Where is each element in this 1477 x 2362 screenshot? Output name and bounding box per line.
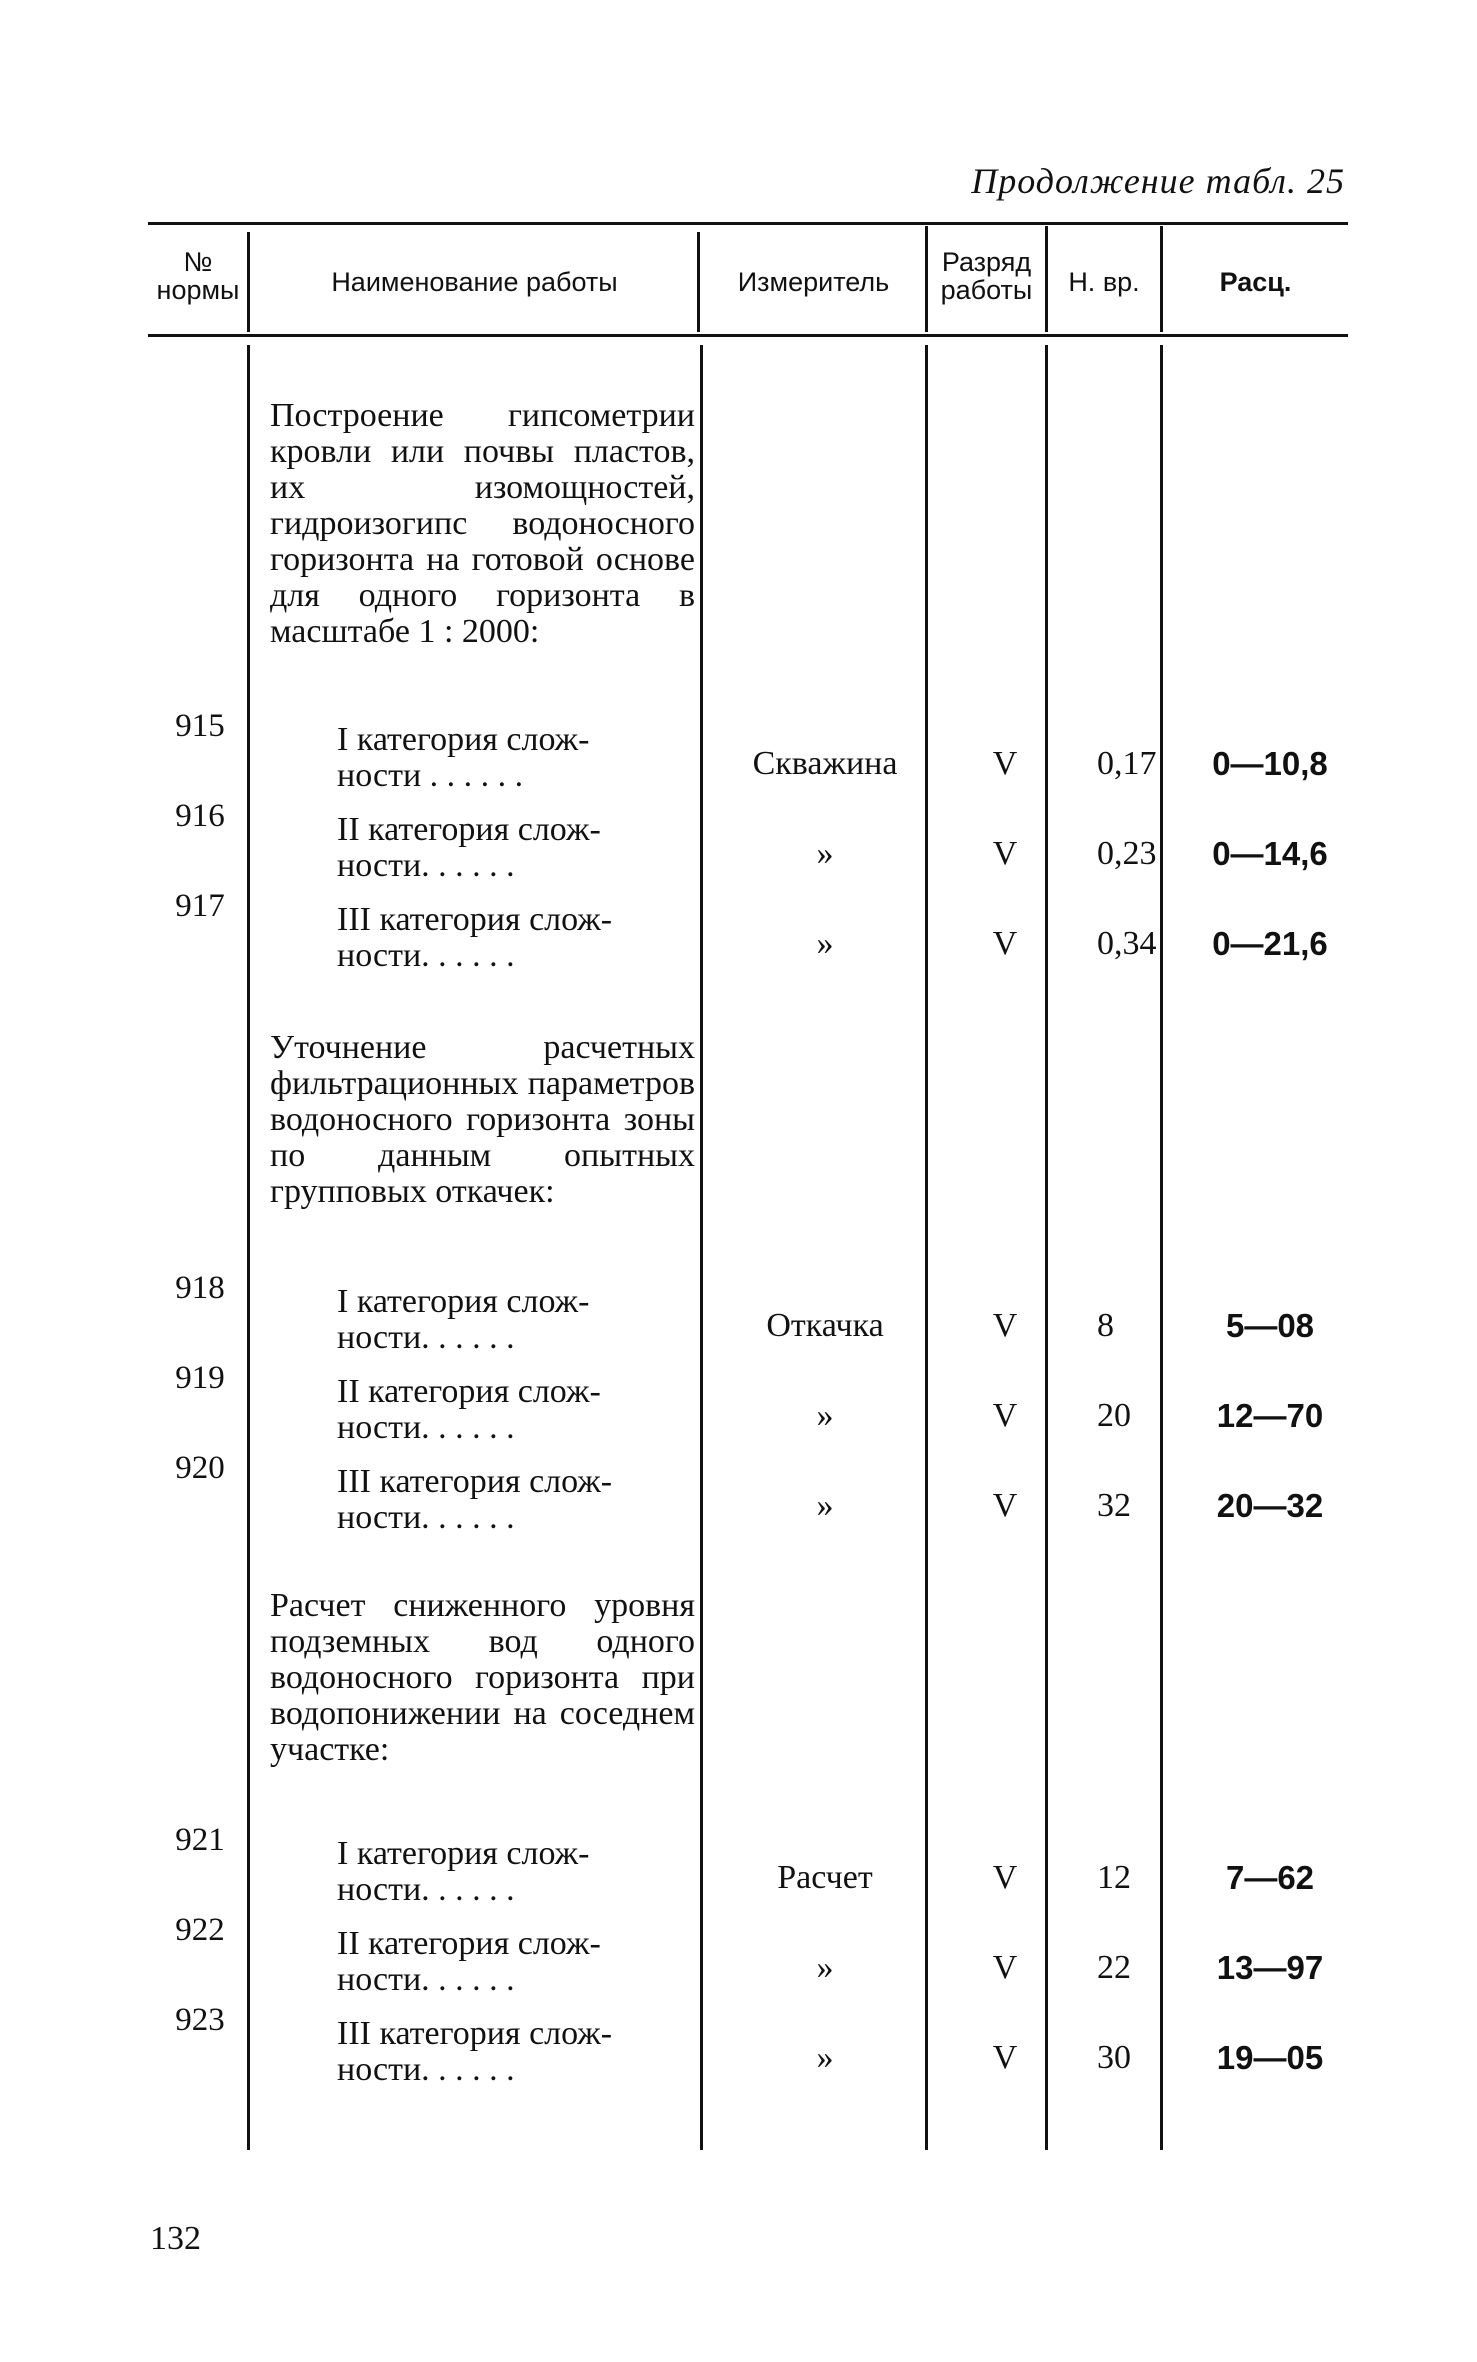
measure-cell: »	[816, 1487, 834, 1524]
rate-cell: 19—05	[1216, 2039, 1324, 2076]
work-item	[337, 902, 695, 974]
work-item-line1: I категория слож-	[337, 1283, 590, 1320]
work-item-line1: II категория слож-	[337, 1373, 601, 1410]
work-item	[337, 812, 695, 884]
rate-cell: 5—08	[1225, 1307, 1315, 1344]
work-item	[337, 1836, 695, 1908]
grade-cell: V	[992, 1307, 1018, 1344]
work-item-line2: ности. . . . . .	[337, 1961, 515, 1998]
header-norm-no-line2: нормы	[156, 275, 240, 305]
measure-cell: »	[816, 1949, 834, 1986]
rate-cell: 20—32	[1216, 1487, 1324, 1524]
measure-cell: Откачка	[766, 1307, 884, 1344]
time-cell: 22	[1097, 1949, 1131, 1986]
rate-cell: 13—97	[1216, 1949, 1324, 1986]
work-item-line1: III категория слож-	[337, 2015, 613, 2052]
measure-cell: Расчет	[777, 1859, 873, 1896]
norm-number: 918	[175, 1270, 225, 1306]
header-grade-line2: работы	[940, 275, 1033, 305]
table-caption: Продолжение табл. 25	[971, 161, 1345, 201]
rate-cell: 0—21,6	[1212, 925, 1328, 962]
norm-number: 917	[175, 888, 225, 924]
norm-number: 921	[175, 1822, 225, 1858]
norm-number: 919	[175, 1360, 225, 1396]
time-cell: 8	[1097, 1307, 1114, 1344]
work-item-line2: ности . . . . . .	[337, 757, 524, 794]
grade-cell: V	[992, 1859, 1018, 1896]
work-item-line2: ности. . . . . .	[337, 2051, 515, 2088]
work-item-line1: III категория слож-	[337, 901, 613, 938]
rate-cell: 0—10,8	[1212, 745, 1328, 782]
work-item-line2: ности. . . . . .	[337, 1871, 515, 1908]
time-cell: 0,23	[1097, 835, 1157, 872]
rate-cell: 7—62	[1225, 1859, 1315, 1896]
time-cell: 0,17	[1097, 745, 1157, 782]
work-item	[337, 1374, 695, 1446]
work-item-line2: ности. . . . . .	[337, 1499, 515, 1536]
work-item	[337, 2016, 695, 2088]
header-grade-line1: Разряд	[941, 247, 1032, 277]
time-cell: 20	[1097, 1397, 1131, 1434]
grade-cell: V	[992, 1397, 1018, 1434]
header-work-name: Наименование работы	[331, 267, 618, 297]
time-cell: 30	[1097, 2039, 1131, 2076]
work-item	[337, 722, 695, 794]
time-cell: 32	[1097, 1487, 1131, 1524]
grade-cell: V	[992, 1487, 1018, 1524]
norm-number: 920	[175, 1450, 225, 1486]
work-item-line2: ности. . . . . .	[337, 847, 515, 884]
work-item-line2: ности. . . . . .	[337, 1409, 515, 1446]
header-divider	[697, 232, 700, 332]
header-norm-no	[148, 248, 248, 304]
rate-cell: 12—70	[1216, 1397, 1324, 1434]
header-norm-no-line1: №	[183, 247, 213, 277]
grade-cell: V	[992, 1949, 1018, 1986]
work-item-line1: II категория слож-	[337, 1925, 601, 1962]
rate-cell: 0—14,6	[1212, 835, 1328, 872]
header-rate: Расц.	[1219, 267, 1292, 297]
grade-cell: V	[992, 745, 1018, 782]
measure-cell: Скважина	[752, 745, 898, 782]
measure-cell: »	[816, 1397, 834, 1434]
time-cell: 12	[1097, 1859, 1131, 1896]
section-intro: Уточнение расчетных фильтрационных параметров водоносного горизонта зоны по данным опытных групповых откачек:	[270, 1029, 695, 1210]
table-top-rule	[148, 222, 1348, 225]
work-item-line1: III категория слож-	[337, 1463, 613, 1500]
grade-cell: V	[992, 925, 1018, 962]
work-item	[337, 1464, 695, 1536]
header-measure: Измеритель	[737, 267, 890, 297]
norm-number: 922	[175, 1912, 225, 1948]
grade-cell: V	[992, 2039, 1018, 2076]
work-item-line1: II категория слож-	[337, 811, 601, 848]
page-number: 132	[150, 2220, 201, 2257]
work-item-line1: I категория слож-	[337, 1835, 590, 1872]
header-grade	[928, 248, 1045, 304]
column-divider	[700, 345, 703, 2150]
column-divider	[247, 345, 250, 2150]
norm-number: 915	[175, 708, 225, 744]
measure-cell: »	[816, 925, 834, 962]
measure-cell: »	[816, 835, 834, 872]
work-item	[337, 1284, 695, 1356]
time-cell: 0,34	[1097, 925, 1157, 962]
section-intro: Расчет сниженного уровня подземных вод одного водоносного горизонта при водопонижении на соседнем участке:	[270, 1587, 695, 1768]
section-intro: Построение гипсометрии кровли или почвы пластов, их изомощностей, гидроизогипс водоносного горизонта на готовой основе для одного горизонта в масштабе 1 : 2000:	[270, 397, 695, 650]
header-time: Н. вр.	[1068, 267, 1140, 297]
header-bottom-rule	[148, 334, 1348, 337]
work-item	[337, 1926, 695, 1998]
work-item-line2: ности. . . . . .	[337, 937, 515, 974]
measure-cell: »	[816, 2039, 834, 2076]
work-item-line2: ности. . . . . .	[337, 1319, 515, 1356]
work-item-line1: I категория слож-	[337, 721, 590, 758]
norm-number: 916	[175, 798, 225, 834]
norm-number: 923	[175, 2002, 225, 2038]
grade-cell: V	[992, 835, 1018, 872]
